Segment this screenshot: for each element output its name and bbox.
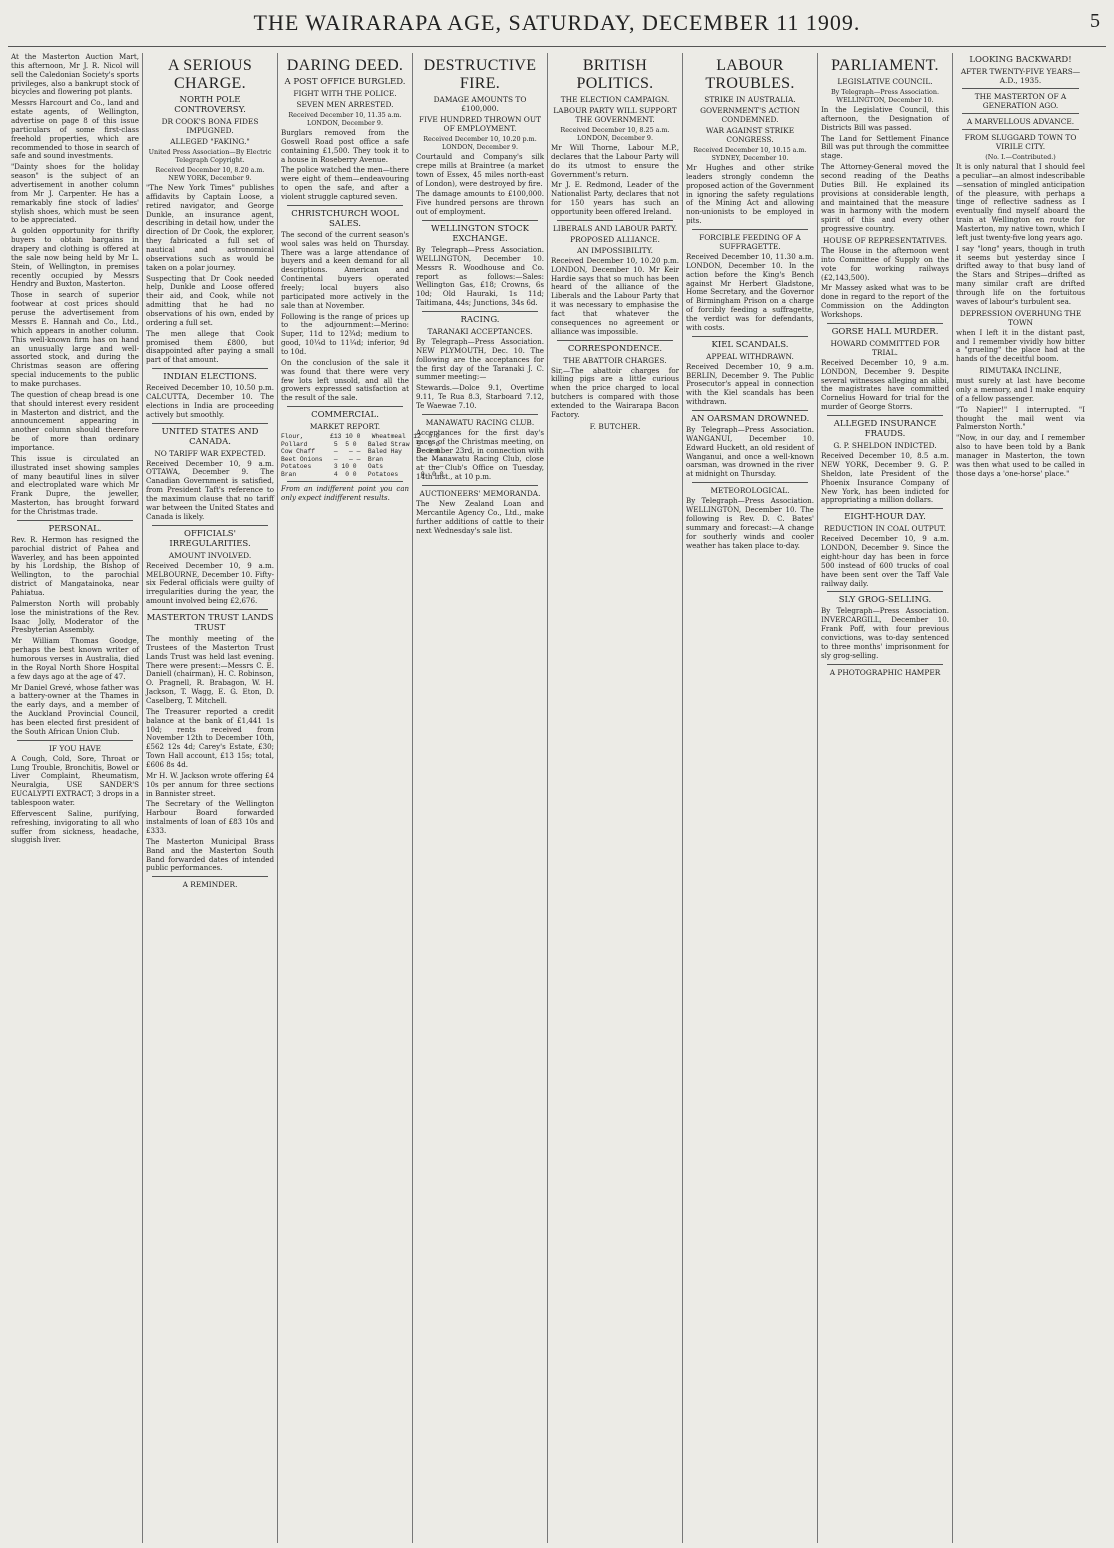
headline-indian-elections: INDIAN ELECTIONS.: [163, 372, 257, 383]
article-paragraph: The House in the afternoon went into Committee of Supply on the vote for working railways (£2,143,500).: [821, 246, 949, 282]
column-6: [683, 53, 818, 1543]
article-paragraph: The Secretary of the Wellington Harbour Board forwarded instalments of loan of £83 10s and £333.: [146, 799, 274, 835]
article-paragraph: The monthly meeting of the Trustees of the Masterton Trust Lands Trust was held last evening. There were present:—Messrs C. E. Daniell (chairman), H. C. Robinson, O. Pragnell, R. Brabagon, W. H. Jackson, T. Wagg, E. G. Eton, D. Caselberg, T. Mitchell.: [146, 633, 274, 705]
headline-liberals-labour: LIBERALS AND LABOUR PARTY.: [552, 223, 678, 233]
article-paragraph: By Telegraph—Press Association. NEW PLYMOUTH, Dec. 10. The following are the acceptances for the first day of the Taranaki J. C. summer meeting:—: [416, 337, 544, 382]
column-7: [818, 53, 953, 1543]
divider: [152, 609, 268, 610]
market-table: Flour, £13 10 0 Wheatmeal 12 0 0 Pollard 5 5 0 Baled Straw 5 0 0 Cow Chaff — — — Baled Hay 5 0 0 Beet Onions — — — Bran — — — Potatoes 3 10 0 Oats — — — Bran 4 0 0 Potatoes 0 0 0: [281, 433, 444, 478]
personal-goodge: Mr William Thomas Goodge, perhaps the best known writer of humorous verses in Australia, died in the Royal North Shore Hospital a few days ago at the age of 47.: [11, 636, 139, 681]
subhead: A POST OFFICE BURGLED.: [284, 77, 406, 87]
subhead: PROPOSED ALLIANCE.: [570, 234, 660, 244]
headline-house: HOUSE OF REPRESENTATIVES.: [822, 236, 948, 246]
article-paragraph: In the Legislative Council, this afternoon, the Designation of Districts Bill was passed.: [821, 105, 949, 132]
article-paragraph: The Treasurer reported a credit balance at the bank of £1,441 1s 10d; rents received from November 12th to December 10th, £562 12s 4d; Carey's Estate, £30; Town Hall account, £13 15s; total, £606 8s 4d.: [146, 706, 274, 769]
column-2: [143, 53, 278, 1543]
notice-bread: The question of cheap bread is one that should interest every resident in Masterton and district, and the announcement appearing in another column should therefore be of more than ordinary importance.: [11, 389, 139, 452]
advert-sanders: A Cough, Cold, Sore, Throat or Lung Trouble, Bronchitis, Bowel or Liver Complaint, Rheumatism, Neuralgia, USE SANDER'S EUCALYPTI EXTRACT; 3 drops in a tablespoon water.: [11, 753, 139, 808]
headline-insurance: ALLEGED INSURANCE FRAUDS.: [833, 419, 937, 440]
subhead: AMOUNT INVOLVED.: [168, 550, 252, 560]
subhead: G. P. SHELDON INDICTED.: [833, 441, 937, 451]
article-paragraph: Received December 10, 8.5 a.m. NEW YORK, December 9. G. P. Sheldon, late President of the Phoenix Insurance Company of New York, has been indicted for appropriating a million dollars.: [821, 451, 949, 505]
divider: [827, 591, 943, 592]
dateline: Received December 10, 10.15 a.m. SYDNEY, December 10.: [693, 146, 807, 162]
headline-wool-sales: CHRISTCHURCH WOOL SALES.: [291, 208, 399, 229]
article-paragraph: Received December 10, 10.50 p.m. CALCUTTA, December 10. The elections in India are proceeding actively but smoothly.: [146, 383, 274, 419]
article-paragraph: The Attorney-General moved the second reading of the Deaths Duties Bill. He explained its provisions at considerable length, and maintained that the measure was in harmony with the modern spirit of this and every other progressive country.: [821, 162, 949, 234]
subhead: DR COOK'S BONA FIDES IMPUGNED.: [161, 117, 259, 135]
article-paragraph: Mr J. E. Redmond, Leader of the Nationalist Party, declares that not for 150 years has such an opportunity been offered Ireland.: [551, 180, 679, 217]
article-paragraph: Received December 10, 9 a.m. LONDON, December 9. Since the eight-hour day has been in force 500 instead of 600 trucks of coal have been sent over the Taff Vale railway daily.: [821, 534, 949, 588]
article-paragraph: "The New York Times" publishes affidavits by Captain Loose, a retired navigator, and George Dunkle, an insurance agent, describing in detail how, under the direction of Dr Cook, the explorer, they fabricated a full set of nautical and astronomical observations such as would be taken on a polar journey.: [146, 183, 274, 272]
article-paragraph: Suspecting that Dr Cook needed help, Dunkle and Loose offered their aid, and Cook, while not admitting that he had no observations of his own, ended by ordering a full set.: [146, 273, 274, 327]
article-paragraph: Mr H. W. Jackson wrote offering £4 10s per annum for three sections in Bannister street.: [146, 770, 274, 798]
headline-commercial: COMMERCIAL.: [311, 410, 379, 421]
subhead: NORTH POLE CONTROVERSY.: [174, 95, 246, 115]
article-paragraph: Burglars removed from the Goswell Road post office a safe containing £1,500. They took it to a house in Roseberry Avenue.: [281, 128, 409, 164]
dateline: Received December 10, 8.25 a.m. LONDON, December 9.: [560, 126, 670, 142]
divider: [692, 229, 808, 230]
headline-correspondence: CORRESPONDENCE.: [567, 343, 663, 354]
article-paragraph: Received December 10, 9 a.m. BERLIN, December 9. The Public Prosecutor's appeal in connection with the Kiel scandals has been withdrawn.: [686, 361, 814, 407]
subhead: FROM SLUGGARD TOWN TO VIRILE CITY.: [964, 133, 1077, 151]
headline-labour-troubles: LABOUR TROUBLES.: [705, 57, 795, 92]
divider: [827, 664, 943, 665]
divider: [962, 88, 1079, 89]
subhead: GOVERNMENT'S ACTION CONDEMNED.: [700, 106, 800, 124]
divider: [827, 415, 943, 416]
page-number: 5: [1090, 10, 1100, 32]
article-paragraph: Courtauld and Company's silk crepe mills at Braintree (a market town of Essex, 45 miles north-east of London), were destroyed by fire.: [416, 152, 544, 188]
article-paragraph: The men allege that Cook promised them £800, but disappointed after paying a small part of that amount.: [146, 328, 274, 365]
subhead: FIVE HUNDRED THROWN OUT OF EMPLOYMENT.: [418, 115, 542, 133]
notice-dupre: This issue is circulated an illustrated inset showing samples of many beautiful lines in silver and electroplated ware which Mr Frank Dupre, the jeweller, Masterton, has brought forward for the Christmas trade.: [11, 453, 139, 516]
headline-serious-charge: A SERIOUS CHARGE.: [167, 57, 253, 92]
headline-forcible-feeding: FORCIBLE FEEDING OF A SUFFRAGETTE.: [699, 233, 801, 252]
article-paragraph: I say "long" years, though in truth it seems but yesterday since I drifted away to that busy land of the Stars and Stripes—drifted as many similar craft are drifted through life on the fortuitous waves of labour's turbulent sea.: [956, 243, 1085, 306]
headline-auctioneers: AUCTIONEERS' MEMORANDA.: [419, 489, 541, 499]
article-paragraph: Mr Hughes and other strike leaders strongly condemn the proposed action of the Government in ignoring the safety regulations of the Mining Act and allowing non-unionists to be employed in pits.: [686, 163, 814, 226]
divider: [152, 368, 268, 369]
article-paragraph: The second of the current season's wool sales was held on Thursday. There was a large attendance of buyers and a keen demand for all descriptions. American and Continental buyers operated freely; local buyers also participated more actively in the sale than at November.: [281, 229, 409, 310]
headline-photo-hamper: A PHOTOGRAPHIC HAMPER: [829, 667, 941, 677]
divider: [692, 336, 808, 337]
divider: [962, 129, 1079, 130]
article-paragraph: By Telegraph—Press Association. INVERCARGILL, December 10. Frank Poff, with four previous convictions, was to-day sentenced to three months' imprisonment for sly grog-selling.: [821, 606, 949, 660]
headline-officials: OFFICIALS' IRREGULARITIES.: [169, 528, 251, 549]
article-paragraph: It is only natural that I should feel a peculiar—an almost indescribable —sensation of mingled anticipation of the pleasure, with perhaps a tinge of reflective sadness as I eventually find myself aboard the train at Wellington en route for Masterton, my native town, which I left just twenty-five long years ago.: [956, 162, 1085, 242]
notice-harcourt: Messrs Harcourt and Co., land and estate agents, of Wellington, advertise on page 8 of this issue particulars of some first-class freehold properties, which are recommended to those in search of safe and sound investments.: [11, 98, 139, 161]
headline-stock-exchange: WELLINGTON STOCK EXCHANGE.: [431, 224, 529, 245]
article-paragraph: Received December 10, 9 a.m. LONDON, December 9. Despite several witnesses alleging an alibi, the magistrates have committed Cornelius Howard for trial for the murder of George Storrs.: [821, 357, 949, 412]
personal-jolly: Palmerston North will probably lose the ministrations of the Rev. Isaac Jolly, Moderator of the Presbyterian Assembly.: [11, 598, 139, 635]
headline-us-canada: UNITED STATES AND CANADA.: [161, 426, 259, 447]
headline-meteorological: METEOROLOGICAL.: [710, 486, 790, 496]
article-paragraph: "To Napier!" I interrupted. "I thought the mail went via Palmerston North.": [956, 404, 1085, 432]
subhead: REDUCTION IN COAL OUTPUT.: [823, 524, 947, 534]
subhead: NO TARIFF WAR EXPECTED.: [154, 448, 266, 458]
advert-heading: IF YOU HAVE: [48, 743, 102, 753]
divider: [422, 485, 538, 486]
headline-trust-lands: MASTERTON TRUST LANDS TRUST: [146, 612, 274, 633]
notice-shoes: "Dainty shoes for the holiday season" is the subject of an advertisement in another column from Mr J. Carpenter. He has a remarkably fine stock of ladies' stylish shoes, which must be seen to be appreciated.: [11, 162, 139, 225]
headline-daring-deed: DARING DEED.: [286, 57, 404, 74]
notice-stein: A golden opportunity for thrifty buyers to obtain bargains in drapery and clothing is offered at the sale now being held by Mr L. Stein, of Wellington, in premises recently occupied by Messrs Hendry and Buxton, Masterton.: [11, 226, 139, 289]
article-paragraph: Acceptances for the first day's races of the Christmas meeting, on December 23rd, in connection with the Manawatu Racing Club, close at the Club's Office on Tuesday, 14th inst., at 10 p.m.: [416, 427, 544, 482]
personal-greve: Mr Daniel Grevé, whose father was a battery-owner at the Thames in the early days, and a member of the Auckland Provincial Council, has been elected first president of the South African Union Club.: [11, 682, 139, 736]
article-paragraph: Mr Will Thorne, Labour M.P., declares that the Labour Party will do its utmost to ensure the Government's return.: [551, 143, 679, 179]
columns: [8, 53, 1106, 1543]
subhead: ALLEGED "FAKING.": [170, 137, 250, 146]
divider: [422, 220, 538, 221]
masthead: [8, 0, 1106, 47]
article-paragraph: The Masterton Municipal Brass Band and the Masterton South Band forwarded dates of intended public performances.: [146, 836, 274, 873]
divider: [557, 340, 673, 341]
notice-hannah: Those in search of superior footwear at cost prices should peruse the advertisement from Messrs E. Hannah and Co., Ltd., which appears in another column. This well-known firm has on hand an unusually large and well-assorted stock, and during the Christmas season are offering special inducements to the public to make purchases.: [11, 290, 139, 388]
headline-oarsman: AN OARSMAN DROWNED.: [690, 414, 810, 425]
article-paragraph: Mr Massey asked what was to be done in regard to the report of the Commission on the Addington Workshops.: [821, 283, 949, 320]
divider: [827, 323, 943, 324]
divider: [287, 481, 403, 482]
article-paragraph: The police watched the men—there were eight of them—endeavouring to open the safe, and after a violent struggle captured seven.: [281, 165, 409, 202]
divider: [962, 113, 1079, 114]
divider: [17, 740, 133, 741]
divider: [827, 508, 943, 509]
article-paragraph: By Telegraph—Press Association. WELLINGTON, December 10. Messrs R. Woodhouse and Co. report as follows:—Sales: Wellington Gas, £18; Crowns, 6s 10d; Old Hauraki, 1s 11d; Taitimana, 44s; Junctions, 34s 6d.: [416, 245, 544, 308]
advert-saline: Effervescent Saline, purifying, refreshing, invigorating to all who suffer from sickness, headache, sluggish liver.: [11, 808, 139, 845]
subhead: APPEAL WITHDRAWN.: [706, 351, 794, 361]
divider: [692, 482, 808, 483]
notice-auction: At the Masterton Auction Mart, this afternoon, Mr J. R. Nicol will sell the Caledonian Society's sports privileges, also a bankrupt stock of bicycles and flowering pot plants.: [11, 52, 139, 97]
article-paragraph: must surely at last have become only a memory, and I make enquiry of a fellow passenger.: [956, 376, 1085, 403]
article-paragraph: when I left it in the distant past, and I remember vividly how bitter a "grueling" the place had at the hands of the deceitful boom.: [956, 327, 1085, 364]
headline-looking-backward: LOOKING BACKWARD!: [969, 55, 1072, 65]
subhead: STRIKE IN AUSTRALIA.: [704, 95, 796, 104]
headline-reminder: A REMINDER.: [182, 880, 238, 890]
divider: [287, 205, 403, 206]
headline-eight-hour: EIGHT-HOUR DAY.: [844, 512, 926, 523]
divider: [152, 423, 268, 424]
subhead: A MARVELLOUS ADVANCE.: [966, 117, 1075, 126]
article-paragraph: Received December 10, 9 a.m. MELBOURNE, December 10. Fifty-six Federal officials were guilty of irregularities during the year, the amount involved being £2,676.: [146, 560, 274, 606]
divider: [692, 410, 808, 411]
article-paragraph: Following is the range of prices up to the adjournment:—Merino: Super, 11d to 12¾d; medium to good, 10¼d to 11¼d; inferior, 9d to 10d.: [281, 311, 409, 357]
subhead: AN IMPOSSIBILITY.: [577, 245, 653, 255]
subhead: THE ELECTION CAMPAIGN.: [560, 95, 670, 104]
headline-racing: RACING.: [460, 315, 500, 326]
headline-sly-grog: SLY GROG-SELLING.: [838, 595, 932, 606]
subhead: THE MASTERTON OF A GENERATION AGO.: [974, 92, 1067, 110]
subhead: LEGISLATIVE COUNCIL.: [837, 77, 933, 86]
dateline: Received December 10, 8.20 a.m. NEW YORK, December 9.: [155, 166, 265, 182]
subhead: RIMUTAKA INCLINE,: [979, 366, 1062, 376]
subhead: WAR AGAINST STRIKE CONGRESS.: [705, 126, 795, 144]
subhead: THE ABATTOIR CHARGES.: [563, 355, 667, 365]
subhead: DAMAGE AMOUNTS TO £100,000.: [433, 95, 527, 113]
subhead: MARKET REPORT.: [309, 422, 381, 432]
divider: [287, 406, 403, 407]
divider: [557, 220, 673, 221]
divider: [422, 311, 538, 312]
article-paragraph: By Telegraph—Press Association. WELLINGTON, December 10. The following is Rev. D. C. Bates' summary and forecast:—A change for southerly winds and cooler weather has taken place to-day.: [686, 496, 814, 550]
subhead: DEPRESSION OVERHUNG THE TOWN: [959, 308, 1082, 327]
article-paragraph: Stewards.—Dolce 9.1, Overtime 9.11, Te Rua 8.3, Starboard 7.12, Te Waewae 7.10.: [416, 383, 544, 411]
subhead: HOWARD COMMITTED FOR TRIAL.: [830, 338, 940, 357]
article-paragraph: By Telegraph—Press Association. WANGANUI, December 10. Edward Huckett, an old resident of Wanganui, and once a well-known oarsman, was drowned in the river at midnight on Thursday.: [686, 425, 814, 479]
article-paragraph: The Land for Settlement Finance Bill was put through the committee stage.: [821, 133, 949, 161]
column-3: [278, 53, 444, 1543]
article-paragraph: "Now, in our day, and I remember also to have been told by a Bank manager in Masterton, the town was then what used to be called in those days a 'one-horse' place.": [956, 433, 1085, 478]
masthead-title: THE WAIRARAPA AGE, SATURDAY, DECEMBER 11 1909.: [253, 10, 861, 35]
personal-hermon: Rev. R. Hermon has resigned the parochial district of Pahea and Waverley, and has been appointed by his Lordship, the Bishop of Wellington, to the parochial district of Mangatainoka, near Pahiatua.: [11, 534, 139, 597]
headline-kiel-scandals: KIEL SCANDALS.: [711, 339, 789, 350]
subhead: SEVEN MEN ARRESTED.: [296, 100, 394, 109]
contributed-note: (No. I.—Contributed.): [985, 153, 1056, 161]
headline-british-politics: BRITISH POLITICS.: [576, 57, 654, 92]
article-paragraph: The New Zealand Loan and Mercantile Agency Co., Ltd., make further additions of cattle to their next Wednesday's sale list.: [416, 499, 544, 535]
column-5: [548, 53, 683, 1543]
wire-credit: United Press Association—By Electric Telegraph Copyright.: [148, 148, 272, 164]
headline-destructive-fire: DESTRUCTIVE FIRE.: [423, 57, 537, 92]
headline-manawatu: MANAWATU RACING CLUB.: [425, 417, 535, 427]
dateline: Received December 10, 10.20 p.m. LONDON, December 9.: [423, 135, 537, 151]
divider: [17, 520, 133, 521]
dateline: By Telegraph—Press Association. WELLINGTON, December 10.: [830, 88, 940, 104]
divider: [422, 414, 538, 415]
subhead: TARANAKI ACCEPTANCES.: [427, 327, 533, 337]
article-paragraph: Sir,—The abattoir charges for killing pigs are a little curious when the price charged to local butchers is compared with those extended to the Wairarapa Bacon Factory.: [551, 365, 679, 419]
column-1: [8, 53, 143, 1543]
article-paragraph: On the conclusion of the sale it was found that there were very few lots left unsold, and all the growers expressed satisfaction at the result of the sale.: [281, 357, 409, 403]
subhead: AFTER TWENTY-FIVE YEARS—A.D., 1935.: [960, 67, 1081, 85]
section-heading-personal: PERSONAL.: [48, 523, 102, 534]
article-paragraph: Received December 10, 11.30 a.m. LONDON, December 10. In the action before the King's Bench against Mr Herbert Gladstone, Home Secretary, and the Governor of Birmingham Prison on a charge of forcibly feeding a suffragette, the verdict was for defendants, with costs.: [686, 252, 814, 332]
subhead: FIGHT WITH THE POLICE.: [293, 89, 397, 98]
subhead: LABOUR PARTY WILL SUPPORT THE GOVERNMENT.: [553, 106, 677, 124]
column-4: [413, 53, 548, 1543]
article-paragraph: Received December 10, 10.20 p.m. LONDON, December 10. Mr Keir Hardie says that so much has been heard of the alliance of the Liberals and the Labour Party that it was necessary to emphasise the fact that whatever the consequences no agreement or alliance was impossible.: [551, 255, 679, 336]
headline-parliament: PARLIAMENT.: [831, 57, 939, 74]
article-paragraph: The damage amounts to £100,000. Five hundred persons are thrown out of employment.: [416, 189, 544, 217]
divider: [152, 876, 268, 877]
letter-signature: F. BUTCHER.: [589, 421, 641, 431]
dateline: Received December 10, 11.35 a.m. LONDON, December 9.: [288, 111, 402, 127]
headline-gorse-hall: GORSE HALL MURDER.: [831, 326, 939, 337]
divider: [152, 525, 268, 526]
article-paragraph: Received December 10, 9 a.m. OTTAWA, December 9. The Canadian Government is satisfied, from President Taft's reference to the maximum clause that no tariff war between the United States and Canada is likely.: [146, 458, 274, 521]
column-8: [953, 53, 1088, 1543]
advert-text: From an indifferent point you can only expect indifferent results.: [281, 485, 409, 503]
